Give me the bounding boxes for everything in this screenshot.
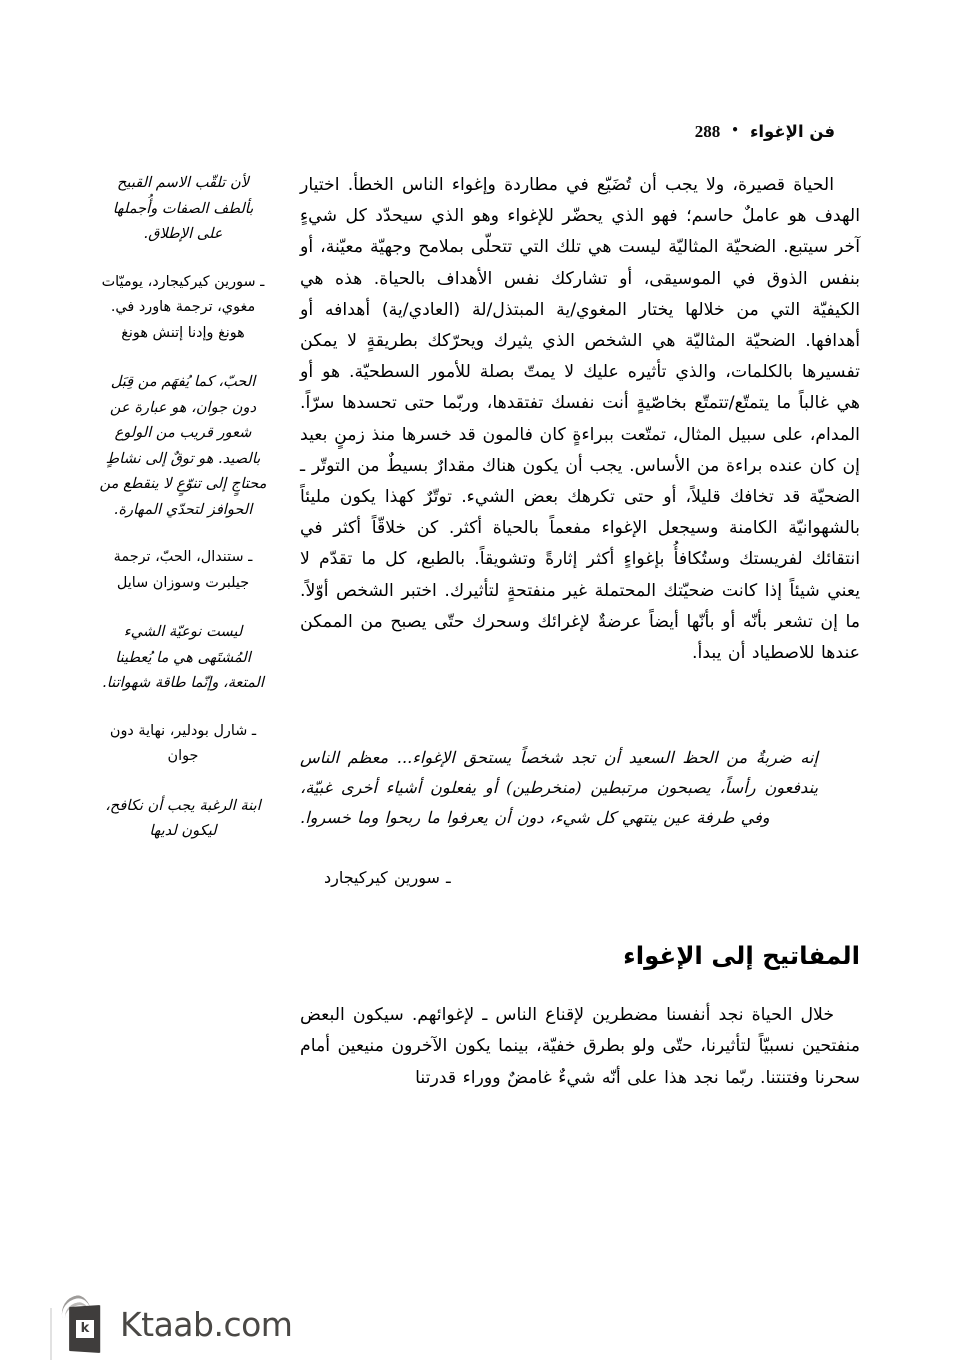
running-head-book-title: فن الإغواء bbox=[749, 122, 835, 141]
section-heading: المفاتيح إلى الإغواء bbox=[623, 941, 860, 971]
watermark-text: Ktaab.com bbox=[120, 1304, 293, 1344]
margin-note-desire-fragment: ابنة الرغبة يجب أن نكافح، ليكون لديها bbox=[105, 796, 261, 839]
page-content bbox=[98, 170, 860, 1260]
main-text-column bbox=[300, 170, 860, 1094]
book-icon bbox=[60, 1296, 106, 1352]
section-paragraph: خلال الحياة نجد أنفسنا مضطرين لإقناع الناس ـ لإغوائهم. سيكون البعض منفتحين نسبيّاً لتأثيرنا، حتّى ولو بطرق خفيّة، بينما يكون الآخرون منيعين أمام سحرنا وفتنتنا. ربّما نجد هذا على أنّه شيءٌ غامضٌ ووراء قدرتنا bbox=[300, 1005, 860, 1088]
margin-note-stendhal-quote: الحبّ، كما يُفهَم من قِبَل دون جوان، هو عبارة عن شعور قريب من الولوع بالصيد. هو توقٌ إلى نشاطٍ محتاجٍ إلى تنوّعٍ لا ينقطع من الحوافز لتحدّي المهارة. bbox=[99, 373, 267, 518]
pull-quote-block bbox=[300, 743, 860, 893]
watermark-divider bbox=[50, 1308, 52, 1360]
margin-note-baudelaire-quote: ليست نوعيّة الشيء المُشتَهى هي ما يُعطينا المتعة، وإنّما طاقة شهواتنا. bbox=[102, 623, 264, 691]
margin-note-stendhal-source: ـ ستندال، الحبّ، ترجمة جيلبرت وسوزان سايل bbox=[113, 549, 253, 591]
margin-note-kierkegaard-source: ـ سورين كيركيجارد، يوميّات مغوي، ترجمة هاورد في. هونغ وإدنا إتنش هونغ bbox=[101, 273, 265, 341]
watermark-book-letter: k bbox=[76, 1320, 94, 1338]
pull-quote-attribution: ـ سورين كيركيجارد bbox=[324, 868, 451, 888]
running-head-separator-dot: • bbox=[731, 123, 739, 137]
running-head bbox=[415, 122, 835, 142]
page-number: 288 bbox=[694, 122, 721, 141]
margin-note-column bbox=[98, 170, 268, 844]
margin-note-kierkegaard-quote: لأن تلقّب الاسم القبيح بألطف الصفات وأُجملها على الإطلاق. bbox=[112, 174, 254, 242]
body-paragraph-1: الحياة قصيرة، ولا يجب أن تُضَيّع في مطاردة وإغواء الناس الخطأ. اختيار الهدف هو عاملٌ حاسم؛ فهو الذي يحضّر للإغواء وهو الذي سيحدّد كل شيءٍ آخر سيتبع. الضحيّة المثاليّة ليست هي تلك التي تتحلّى بملامح وجهيّة معيّنة، أو بنفس الذوق في الموسيقى، أو تشاركك نفس الأهداف بالحياة. هذه هي الكيفيّة التي من خلالها يختار المغوي/ية المبتذل/لة (العادي/ية) أهدافه أو أهدافها. الضحيّة المثاليّة هي الشخص الذي يثيرك ويحرّكك بطريقةٍ لا يمكن تفسيرها بالكلمات، والذي تأثيره عليك لا يمتّ بصلة للأمور السطحيّة. هو أو هي غالباً ما يتمتّع/تتمتّع بخاصّيةٍ أنت نفسك تفتقدها، وربّما حتى تحسدها سرّاً. المدام، على سبيل المثال، تمتّعت ببراءةٍ كان فالمون قد خسرها منذ زمنٍ بعيد إن كان عنده براءة من الأساس. يجب أن يكون هناك مقدارٌ بسيطٌ من التوتّر ـ الضحيّة قد تخافك قليلاً، أو حتى تكرهك بعض الشيء. توتّرٌ كهذا يكون مليئاً بالشهوانيّة الكامنة وسيجعل الإغواء مفعماً بالحياة أكثر. كن خلاقّاً أكثر في انتقائك لفريستك وستُكافأُ بإغواءٍ أكثر إثارةً وتشويقاً. بالطبع، كل ما تقدّم لا يعني شيئاً إذا كانت ضحيّتك المحتملة غير منفتحةٍ لتأثيرك. اختبر الشخص أوّلاً. ما إن تشعر بأنّه أو بأنّها أيضاً عرضةٌ لإغرائك وسحرك حتّى يصبح من الممكن عندها للاصطياد أن يبدأ. bbox=[300, 175, 860, 664]
margin-note-baudelaire-source: ـ شارل بودلير، نهاية دون جوان bbox=[109, 722, 257, 764]
pull-quote-text: إنه ضربةٌ من الحظ السعيد أن تجد شخصاً يستحق الإغواء... معظم الناس يندفعون رأساً، يصبحون مرتبطين (منخرطين) أو يفعلون أشياء أخرى غبيّة، وفي طرفة عين ينتهي كل شيء، دون أن يعرفوا ما ربحوا وما خسروا. bbox=[300, 748, 818, 828]
watermark bbox=[60, 1296, 292, 1352]
